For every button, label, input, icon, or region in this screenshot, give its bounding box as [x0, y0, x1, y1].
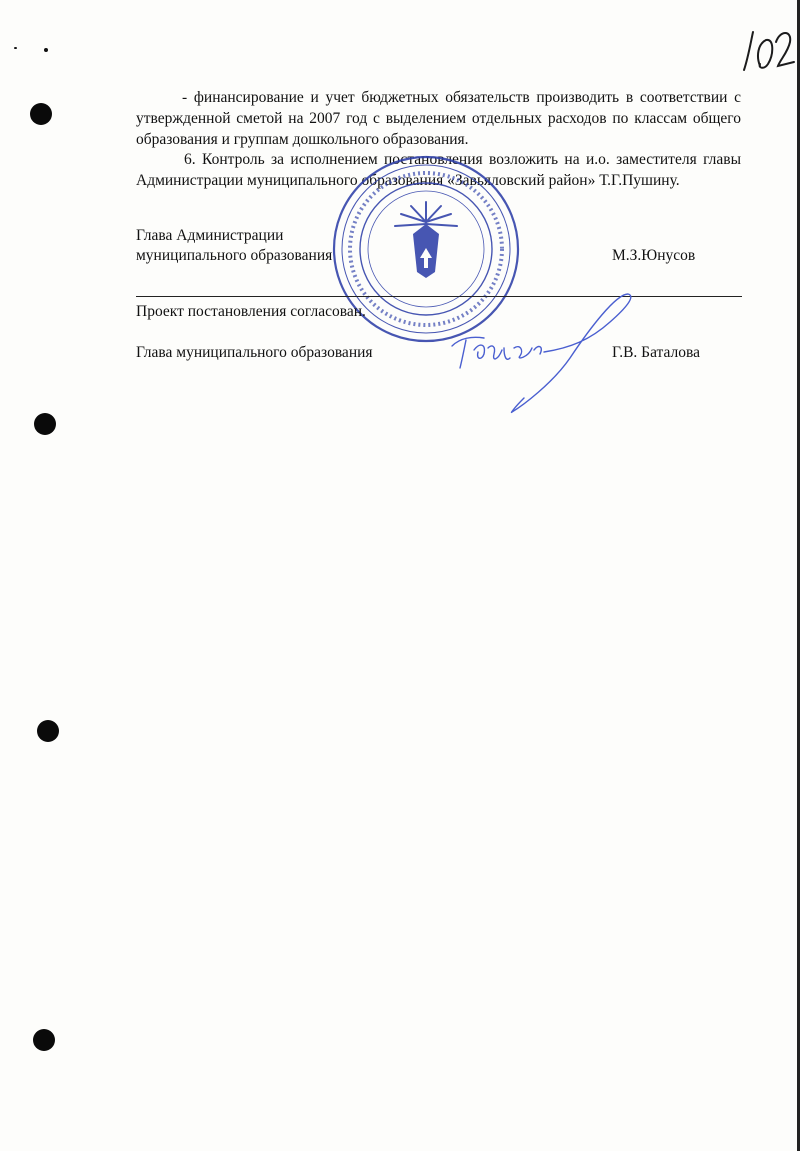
separator-line — [136, 296, 742, 297]
paragraph-6: 6. Контроль за исполнением постановления возложить на и.о. заместителя главы Администрации муниципального образования «Завьяловский район» Т.Г.Пушину. — [136, 151, 741, 189]
punch-hole — [37, 720, 59, 742]
signer-title-line2: муниципального образования — [136, 247, 333, 264]
scan-speck — [14, 47, 17, 49]
handwritten-page-number — [736, 8, 800, 80]
approval-note: Проект постановления согласован. — [136, 303, 366, 320]
handwritten-signature — [440, 288, 640, 418]
signer-title-line1: Глава Администрации — [136, 227, 284, 244]
scan-speck — [44, 48, 48, 52]
bullet-paragraph: - финансирование и учет бюджетных обязательств производить в соответствии с утвержденной сметой на 2007 год с выделением отдельных расходов по классам общего образования и группам дошкольного образования. — [136, 89, 741, 148]
signer-name: М.З.Юнусов — [612, 247, 696, 264]
approver-name: Г.В. Баталова — [612, 344, 701, 361]
punch-hole — [30, 103, 52, 125]
approver-title: Глава муниципального образования — [136, 344, 373, 361]
punch-hole — [34, 413, 56, 435]
punch-hole — [33, 1029, 55, 1051]
